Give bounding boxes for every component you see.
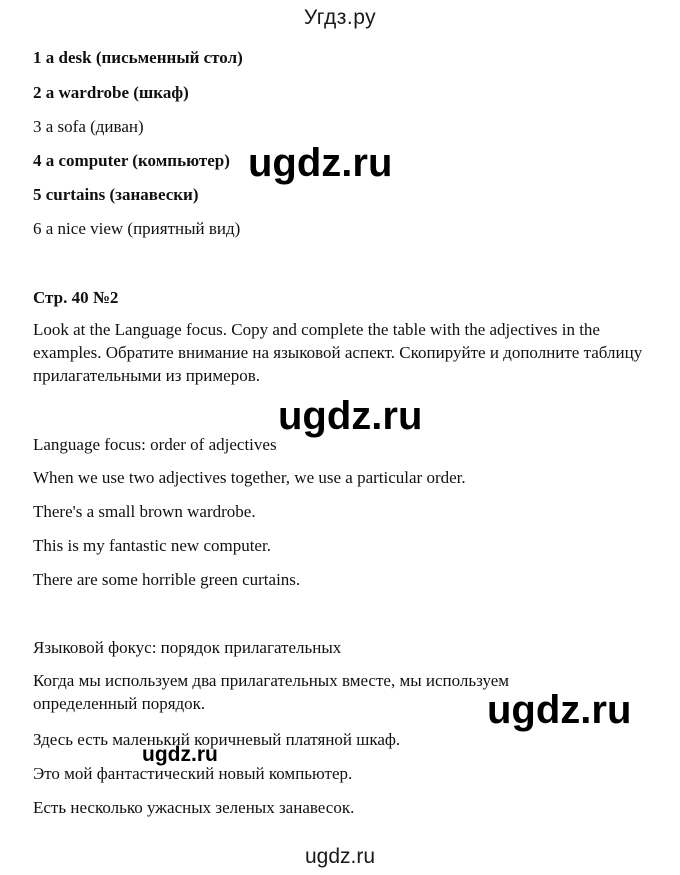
exercise-title: Стр. 40 №2: [33, 288, 119, 307]
vocab-item-5: 5 curtains (занавески): [33, 185, 199, 204]
russian-line-5: Есть несколько ужасных зеленых занавесок.: [33, 798, 355, 817]
watermark: ugdz.ru: [142, 743, 218, 766]
russian-line-4: Это мой фантастический новый компьютер.: [33, 764, 353, 783]
english-line-5: There are some horrible green curtains.: [33, 570, 301, 589]
exercise-instruction: Look at the Language focus. Copy and complete the table with the adjectives in the examples. Обратите внимание на языковой аспект. Скопируйте и дополните таблицу прилагательными из примеров.: [33, 320, 643, 385]
watermark: ugdz.ru: [248, 141, 393, 185]
watermark: ugdz.ru: [278, 394, 423, 438]
vocab-item-1: 1 a desk (письменный стол): [33, 48, 243, 67]
vocab-item-4: 4 a computer (компьютер): [33, 151, 230, 170]
vocab-item-6: 6 a nice view (приятный вид): [33, 219, 241, 238]
russian-line-1: Языковой фокус: порядок прилагательных: [33, 638, 342, 657]
site-header: Угдз.ру: [303, 6, 377, 29]
russian-line-3: Здесь есть маленький коричневый платяной шкаф.: [33, 730, 401, 749]
russian-line-2: Когда мы используем два прилагательных вместе, мы используем определенный порядок.: [33, 671, 510, 713]
vocab-item-2: 2 a wardrobe (шкаф): [33, 83, 189, 102]
vocab-item-3: 3 a sofa (диван): [33, 117, 144, 136]
english-line-1: Language focus: order of adjectives: [33, 435, 277, 454]
english-line-4: This is my fantastic new computer.: [33, 536, 271, 555]
english-line-2: When we use two adjectives together, we use a particular order.: [33, 468, 466, 487]
english-line-3: There's a small brown wardrobe.: [33, 502, 256, 521]
watermark: ugdz.ru: [487, 688, 632, 732]
site-footer: ugdz.ru: [304, 845, 376, 868]
